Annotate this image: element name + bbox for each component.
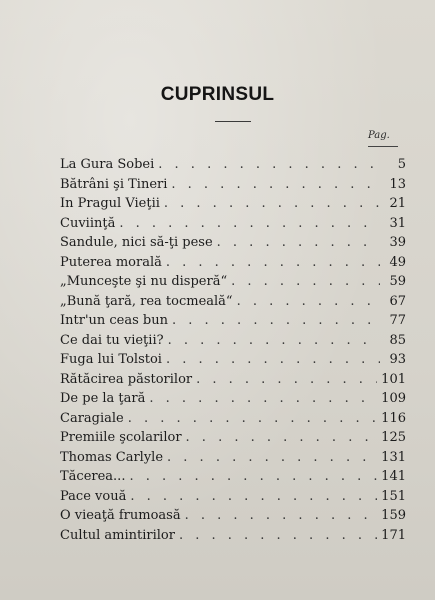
toc-entry — [60, 350, 406, 370]
toc-entry — [60, 526, 406, 546]
toc-entry-page: 93 — [389, 352, 406, 367]
leader-dots — [231, 272, 380, 292]
toc-entry-page: 39 — [389, 235, 406, 250]
toc-entry — [60, 292, 406, 312]
toc-entry-page: 141 — [381, 469, 406, 484]
toc-entry-title: Cuviinţă — [60, 215, 116, 231]
toc-entry-title: Caragiale — [60, 410, 124, 426]
toc-entry-page: 59 — [389, 274, 406, 289]
toc-entry-page: 101 — [381, 371, 406, 387]
toc-entry-title: Thomas Carlyle — [60, 449, 164, 465]
toc-entry-title: Rătăcirea păstorilor — [60, 371, 193, 387]
leader-dots — [166, 350, 380, 370]
toc-entry-title: Sandule, nici să-ţi pese — [60, 235, 213, 250]
leader-dots — [149, 389, 377, 409]
page-column-rule — [368, 146, 398, 147]
toc-entry-page: 49 — [389, 254, 406, 270]
toc-entry-title: In Pragul Vieţii — [60, 196, 160, 211]
leader-dots — [130, 487, 377, 507]
toc-entry — [60, 448, 406, 468]
toc-entry-title: Tăcerea... — [60, 469, 126, 484]
leader-dots — [166, 253, 380, 273]
toc-entry-page: 131 — [381, 449, 406, 465]
toc-entry-title: Pace vouă — [60, 488, 127, 504]
toc-entry-title: „Munceşte şi nu disperă“ — [60, 274, 228, 289]
toc-entry — [60, 155, 406, 175]
toc-entry — [60, 370, 406, 390]
leader-dots — [186, 428, 378, 448]
leader-dots — [128, 409, 377, 429]
toc-entry-title: „Bună ţară, rea tocmeală“ — [60, 293, 233, 309]
leader-dots — [129, 467, 377, 487]
toc-entry — [60, 253, 406, 273]
page-column-label: Pag. — [368, 130, 390, 141]
leader-dots — [158, 155, 380, 175]
toc-entry-page: 31 — [389, 215, 406, 231]
toc-entry — [60, 311, 406, 331]
toc-entry — [60, 389, 406, 409]
toc-entry — [60, 487, 406, 507]
toc-entry-title: Ce dai tu vieţii? — [60, 332, 164, 348]
toc-entry-title: De pe la ţară — [60, 391, 146, 406]
leader-dots — [217, 233, 380, 253]
toc-entry-page: 116 — [381, 410, 406, 426]
toc-entry — [60, 272, 406, 292]
toc-entry — [60, 506, 406, 526]
leader-dots — [179, 526, 377, 546]
toc-entry — [60, 233, 406, 253]
toc-entry-page: 85 — [389, 332, 406, 348]
toc-entry-page: 77 — [389, 313, 406, 328]
toc-entry-title: O vieaţă frumoasă — [60, 508, 181, 523]
table-of-contents — [60, 155, 406, 545]
toc-entry-title: Fuga lui Tolstoi — [60, 352, 162, 367]
leader-dots — [167, 448, 377, 468]
leader-dots — [171, 175, 380, 195]
toc-entry — [60, 409, 406, 429]
title-rule — [215, 121, 251, 122]
toc-entry — [60, 467, 406, 487]
toc-entry-title: Bătrâni şi Tineri — [60, 176, 168, 192]
toc-entry-title: Premiile şcolarilor — [60, 430, 182, 445]
leader-dots — [119, 214, 380, 234]
toc-entry — [60, 214, 406, 234]
toc-entry-page: 151 — [381, 488, 406, 504]
toc-entry-page: 21 — [389, 196, 406, 211]
leader-dots — [237, 292, 380, 312]
toc-entry-title: Puterea morală — [60, 254, 162, 270]
leader-dots — [164, 194, 380, 214]
toc-entry-page: 5 — [397, 157, 406, 172]
leader-dots — [196, 370, 377, 390]
toc-entry — [60, 428, 406, 448]
leader-dots — [168, 331, 380, 351]
leader-dots — [185, 506, 378, 526]
toc-entry — [60, 331, 406, 351]
toc-entry-title: La Gura Sobei — [60, 157, 155, 172]
toc-entry-page: 171 — [381, 527, 406, 543]
toc-entry-page: 109 — [381, 391, 406, 406]
toc-entry-page: 159 — [381, 508, 406, 523]
leader-dots — [172, 311, 380, 331]
toc-entry-title: Intr'un ceas bun — [60, 313, 168, 328]
page-title: CUPRINSUL — [160, 84, 275, 105]
toc-entry-page: 125 — [381, 430, 406, 445]
toc-entry — [60, 175, 406, 195]
toc-entry — [60, 194, 406, 214]
toc-entry-page: 13 — [389, 176, 406, 192]
toc-entry-title: Cultul amintirilor — [60, 527, 175, 543]
toc-entry-page: 67 — [389, 293, 406, 309]
